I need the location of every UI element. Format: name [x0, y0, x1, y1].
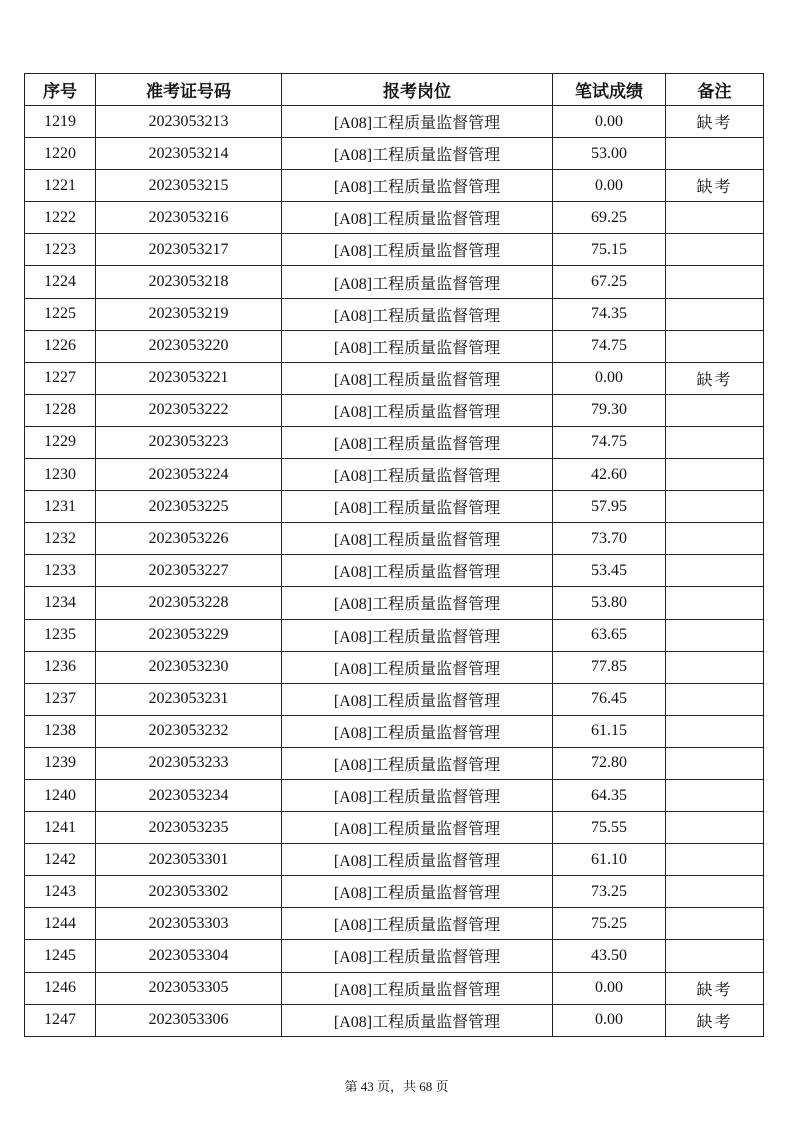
ticket-no-cell: 2023053230	[96, 651, 282, 683]
note-cell	[666, 587, 764, 619]
position-cell: [A08]工程质量监督管理	[282, 298, 553, 330]
ticket-no-cell: 2023053218	[96, 266, 282, 298]
ticket-no-cell: 2023053229	[96, 619, 282, 651]
note-cell	[666, 266, 764, 298]
score-cell: 75.15	[553, 234, 666, 266]
table-row	[25, 266, 764, 298]
note-cell	[666, 394, 764, 426]
score-cell: 77.85	[553, 651, 666, 683]
header-note: 备注	[666, 74, 764, 106]
score-cell: 75.25	[553, 908, 666, 940]
note-cell	[666, 908, 764, 940]
position-cell: [A08]工程质量监督管理	[282, 138, 553, 170]
note-cell	[666, 459, 764, 491]
header-row	[25, 74, 764, 106]
seq-cell: 1226	[25, 330, 96, 362]
score-cell: 75.55	[553, 812, 666, 844]
ticket-no-cell: 2023053214	[96, 138, 282, 170]
table-row	[25, 523, 764, 555]
position-cell: [A08]工程质量监督管理	[282, 940, 553, 972]
position-cell: [A08]工程质量监督管理	[282, 1004, 553, 1036]
score-cell: 76.45	[553, 683, 666, 715]
score-cell: 0.00	[553, 362, 666, 394]
score-cell: 42.60	[553, 459, 666, 491]
seq-cell: 1239	[25, 747, 96, 779]
position-cell: [A08]工程质量监督管理	[282, 812, 553, 844]
table-row	[25, 940, 764, 972]
table-row	[25, 138, 764, 170]
page-footer: 第 43 页，共 68 页	[344, 1079, 449, 1094]
position-cell: [A08]工程质量监督管理	[282, 362, 553, 394]
note-cell	[666, 298, 764, 330]
table-row	[25, 106, 764, 138]
seq-cell: 1236	[25, 651, 96, 683]
ticket-no-cell: 2023053231	[96, 683, 282, 715]
seq-cell: 1223	[25, 234, 96, 266]
position-cell: [A08]工程质量监督管理	[282, 683, 553, 715]
score-cell: 53.45	[553, 555, 666, 587]
ticket-no-cell: 2023053234	[96, 779, 282, 811]
ticket-no-cell: 2023053227	[96, 555, 282, 587]
seq-cell: 1245	[25, 940, 96, 972]
seq-cell: 1229	[25, 426, 96, 458]
position-cell: [A08]工程质量监督管理	[282, 459, 553, 491]
seq-cell: 1222	[25, 202, 96, 234]
position-cell: [A08]工程质量监督管理	[282, 972, 553, 1004]
seq-cell: 1235	[25, 619, 96, 651]
seq-cell: 1233	[25, 555, 96, 587]
score-cell: 64.35	[553, 779, 666, 811]
position-cell: [A08]工程质量监督管理	[282, 651, 553, 683]
position-cell: [A08]工程质量监督管理	[282, 876, 553, 908]
note-cell	[666, 619, 764, 651]
table-row	[25, 555, 764, 587]
score-cell: 61.15	[553, 715, 666, 747]
score-cell: 67.25	[553, 266, 666, 298]
ticket-no-cell: 2023053303	[96, 908, 282, 940]
position-cell: [A08]工程质量监督管理	[282, 908, 553, 940]
table-body	[25, 106, 764, 1037]
seq-cell: 1246	[25, 972, 96, 1004]
ticket-no-cell: 2023053216	[96, 202, 282, 234]
seq-cell: 1238	[25, 715, 96, 747]
table-row	[25, 587, 764, 619]
seq-cell: 1244	[25, 908, 96, 940]
ticket-no-cell: 2023053305	[96, 972, 282, 1004]
header-ticket-no: 准考证号码	[96, 74, 282, 106]
table-row	[25, 234, 764, 266]
seq-cell: 1234	[25, 587, 96, 619]
score-cell: 74.35	[553, 298, 666, 330]
seq-cell: 1237	[25, 683, 96, 715]
note-cell	[666, 747, 764, 779]
ticket-no-cell: 2023053306	[96, 1004, 282, 1036]
seq-cell: 1242	[25, 844, 96, 876]
score-cell: 79.30	[553, 394, 666, 426]
ticket-no-cell: 2023053222	[96, 394, 282, 426]
position-cell: [A08]工程质量监督管理	[282, 170, 553, 202]
position-cell: [A08]工程质量监督管理	[282, 234, 553, 266]
score-cell: 53.80	[553, 587, 666, 619]
ticket-no-cell: 2023053221	[96, 362, 282, 394]
note-cell	[666, 779, 764, 811]
ticket-no-cell: 2023053232	[96, 715, 282, 747]
ticket-no-cell: 2023053220	[96, 330, 282, 362]
note-cell	[666, 555, 764, 587]
seq-cell: 1247	[25, 1004, 96, 1036]
position-cell: [A08]工程质量监督管理	[282, 555, 553, 587]
score-cell: 63.65	[553, 619, 666, 651]
ticket-no-cell: 2023053224	[96, 459, 282, 491]
table-row	[25, 619, 764, 651]
position-cell: [A08]工程质量监督管理	[282, 491, 553, 523]
table-row	[25, 491, 764, 523]
seq-cell: 1219	[25, 106, 96, 138]
table-row	[25, 426, 764, 458]
seq-cell: 1240	[25, 779, 96, 811]
note-cell	[666, 138, 764, 170]
seq-cell: 1232	[25, 523, 96, 555]
note-cell	[666, 330, 764, 362]
seq-cell: 1224	[25, 266, 96, 298]
position-cell: [A08]工程质量监督管理	[282, 426, 553, 458]
note-cell	[666, 426, 764, 458]
score-cell: 0.00	[553, 972, 666, 1004]
position-cell: [A08]工程质量监督管理	[282, 202, 553, 234]
note-cell: 缺考	[666, 362, 764, 394]
score-cell: 73.25	[553, 876, 666, 908]
score-cell: 0.00	[553, 106, 666, 138]
table-row	[25, 876, 764, 908]
seq-cell: 1231	[25, 491, 96, 523]
position-cell: [A08]工程质量监督管理	[282, 330, 553, 362]
score-cell: 0.00	[553, 170, 666, 202]
score-cell: 61.10	[553, 844, 666, 876]
position-cell: [A08]工程质量监督管理	[282, 715, 553, 747]
ticket-no-cell: 2023053233	[96, 747, 282, 779]
note-cell: 缺考	[666, 106, 764, 138]
ticket-no-cell: 2023053302	[96, 876, 282, 908]
table-row	[25, 812, 764, 844]
table-row	[25, 330, 764, 362]
table-header	[25, 74, 764, 106]
table-row	[25, 747, 764, 779]
ticket-no-cell: 2023053235	[96, 812, 282, 844]
table-row	[25, 170, 764, 202]
position-cell: [A08]工程质量监督管理	[282, 619, 553, 651]
table-row	[25, 844, 764, 876]
note-cell: 缺考	[666, 972, 764, 1004]
note-cell	[666, 491, 764, 523]
table-row	[25, 972, 764, 1004]
seq-cell: 1241	[25, 812, 96, 844]
note-cell	[666, 651, 764, 683]
position-cell: [A08]工程质量监督管理	[282, 106, 553, 138]
position-cell: [A08]工程质量监督管理	[282, 523, 553, 555]
seq-cell: 1221	[25, 170, 96, 202]
table-row	[25, 683, 764, 715]
score-cell: 73.70	[553, 523, 666, 555]
table-row	[25, 362, 764, 394]
score-cell: 57.95	[553, 491, 666, 523]
note-cell	[666, 715, 764, 747]
table-row	[25, 202, 764, 234]
note-cell	[666, 523, 764, 555]
position-cell: [A08]工程质量监督管理	[282, 844, 553, 876]
header-score: 笔试成绩	[553, 74, 666, 106]
ticket-no-cell: 2023053228	[96, 587, 282, 619]
table-row	[25, 459, 764, 491]
score-cell: 74.75	[553, 426, 666, 458]
note-cell	[666, 940, 764, 972]
note-cell: 缺考	[666, 1004, 764, 1036]
ticket-no-cell: 2023053217	[96, 234, 282, 266]
note-cell	[666, 876, 764, 908]
header-seq: 序号	[25, 74, 96, 106]
position-cell: [A08]工程质量监督管理	[282, 394, 553, 426]
note-cell	[666, 844, 764, 876]
note-cell: 缺考	[666, 170, 764, 202]
score-table	[24, 73, 764, 1037]
table-row	[25, 298, 764, 330]
score-cell: 0.00	[553, 1004, 666, 1036]
seq-cell: 1230	[25, 459, 96, 491]
position-cell: [A08]工程质量监督管理	[282, 779, 553, 811]
note-cell	[666, 202, 764, 234]
ticket-no-cell: 2023053301	[96, 844, 282, 876]
note-cell	[666, 683, 764, 715]
ticket-no-cell: 2023053213	[96, 106, 282, 138]
score-cell: 69.25	[553, 202, 666, 234]
note-cell	[666, 234, 764, 266]
table-row	[25, 715, 764, 747]
seq-cell: 1243	[25, 876, 96, 908]
ticket-no-cell: 2023053304	[96, 940, 282, 972]
ticket-no-cell: 2023053219	[96, 298, 282, 330]
score-cell: 74.75	[553, 330, 666, 362]
table-row	[25, 779, 764, 811]
ticket-no-cell: 2023053225	[96, 491, 282, 523]
header-position: 报考岗位	[282, 74, 553, 106]
position-cell: [A08]工程质量监督管理	[282, 587, 553, 619]
score-cell: 43.50	[553, 940, 666, 972]
score-cell: 53.00	[553, 138, 666, 170]
seq-cell: 1220	[25, 138, 96, 170]
seq-cell: 1228	[25, 394, 96, 426]
ticket-no-cell: 2023053226	[96, 523, 282, 555]
ticket-no-cell: 2023053215	[96, 170, 282, 202]
table-row	[25, 908, 764, 940]
ticket-no-cell: 2023053223	[96, 426, 282, 458]
position-cell: [A08]工程质量监督管理	[282, 266, 553, 298]
seq-cell: 1225	[25, 298, 96, 330]
table-row	[25, 651, 764, 683]
table-row	[25, 1004, 764, 1036]
seq-cell: 1227	[25, 362, 96, 394]
position-cell: [A08]工程质量监督管理	[282, 747, 553, 779]
note-cell	[666, 812, 764, 844]
score-cell: 72.80	[553, 747, 666, 779]
table-row	[25, 394, 764, 426]
